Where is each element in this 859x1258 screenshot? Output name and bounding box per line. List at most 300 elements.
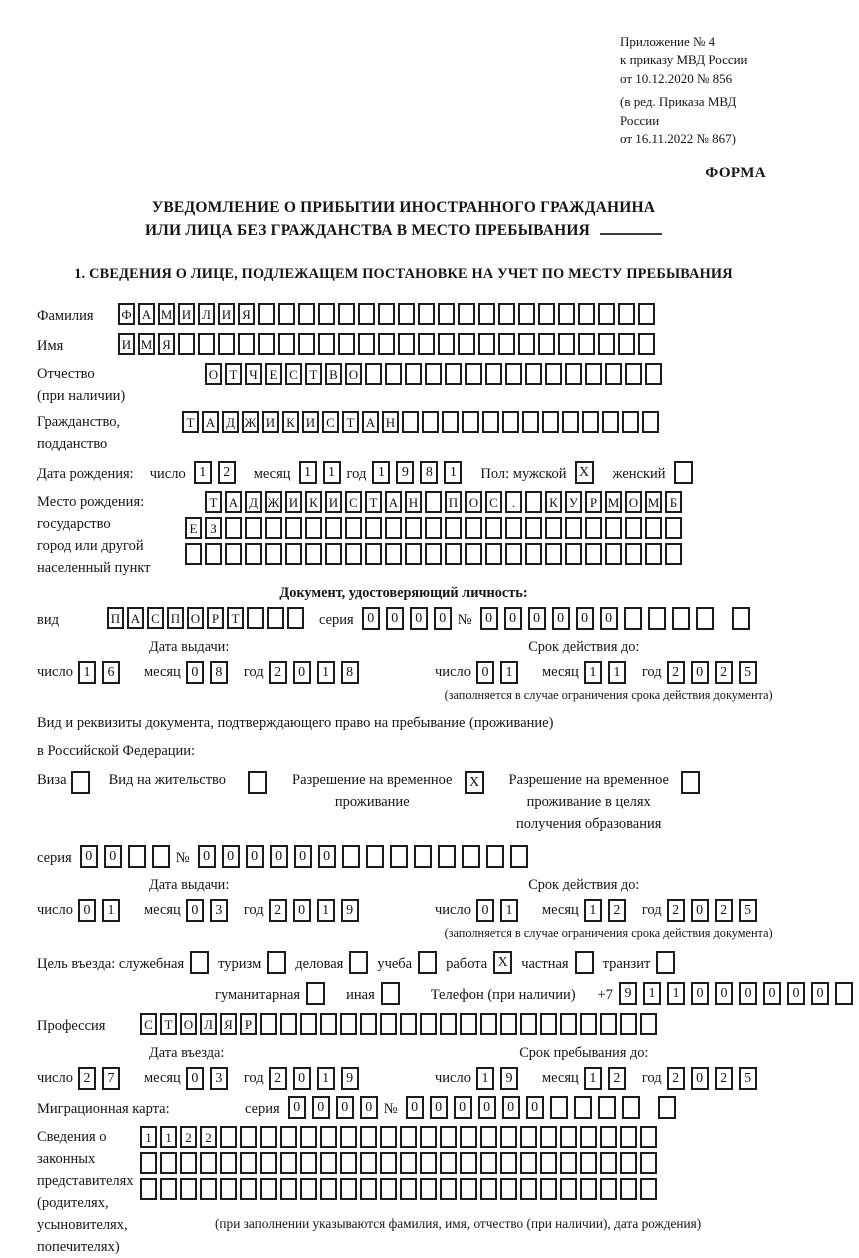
cell[interactable]: К <box>282 411 299 433</box>
cell[interactable] <box>358 303 375 325</box>
cell[interactable]: Е <box>265 363 282 385</box>
residence-permit-checkbox[interactable] <box>248 771 270 794</box>
cell[interactable] <box>502 411 519 433</box>
cell[interactable]: 0 <box>246 845 264 868</box>
cell[interactable]: Т <box>305 363 322 385</box>
cell[interactable] <box>600 1152 617 1174</box>
cell[interactable] <box>422 411 439 433</box>
cell[interactable] <box>200 1178 217 1200</box>
cell[interactable]: 0 <box>186 661 204 684</box>
cell[interactable]: Т <box>205 491 222 513</box>
cell[interactable]: Ж <box>242 411 259 433</box>
cell[interactable] <box>267 607 284 629</box>
cell[interactable]: 1 <box>476 1067 494 1090</box>
cell[interactable]: О <box>345 363 362 385</box>
cell[interactable] <box>620 1178 637 1200</box>
cell[interactable]: А <box>138 303 155 325</box>
cell[interactable] <box>300 1152 317 1174</box>
doc-type-input[interactable] <box>107 607 307 629</box>
cell[interactable] <box>638 333 655 355</box>
entry-day-input[interactable] <box>78 1067 126 1090</box>
cell[interactable] <box>485 363 502 385</box>
cell[interactable]: 1 <box>299 461 317 484</box>
cell[interactable]: Р <box>585 491 602 513</box>
cell[interactable] <box>482 411 499 433</box>
cell[interactable] <box>160 1152 177 1174</box>
cell[interactable] <box>500 1013 517 1035</box>
purpose-official-checkbox[interactable] <box>190 951 212 974</box>
cell[interactable] <box>625 363 642 385</box>
cell[interactable]: Н <box>382 411 399 433</box>
cell[interactable]: И <box>302 411 319 433</box>
cell[interactable] <box>598 303 615 325</box>
cell[interactable] <box>575 951 594 974</box>
cell[interactable] <box>185 543 202 565</box>
cell[interactable]: 0 <box>476 661 494 684</box>
purpose-other-checkbox[interactable] <box>381 982 403 1005</box>
cell[interactable] <box>425 543 442 565</box>
cell[interactable] <box>525 543 542 565</box>
doc-issue-year-input[interactable] <box>269 661 365 684</box>
cell[interactable] <box>180 1152 197 1174</box>
cell[interactable]: И <box>262 411 279 433</box>
cell[interactable]: 1 <box>500 899 518 922</box>
birth-year-input[interactable] <box>372 461 468 484</box>
cell[interactable] <box>505 517 522 539</box>
cell[interactable]: 0 <box>476 899 494 922</box>
cell[interactable] <box>360 1126 377 1148</box>
cell[interactable] <box>645 517 662 539</box>
cell[interactable]: 0 <box>787 982 805 1005</box>
cell[interactable] <box>602 411 619 433</box>
cell[interactable]: П <box>107 607 124 629</box>
cell[interactable] <box>280 1152 297 1174</box>
cell[interactable]: 0 <box>454 1096 472 1119</box>
cell[interactable]: 0 <box>502 1096 520 1119</box>
purpose-study-checkbox[interactable] <box>418 951 440 974</box>
cell[interactable]: 1 <box>317 899 335 922</box>
cell[interactable] <box>545 363 562 385</box>
cell[interactable] <box>420 1126 437 1148</box>
cell[interactable] <box>565 517 582 539</box>
cell[interactable] <box>580 1152 597 1174</box>
cell[interactable] <box>480 1178 497 1200</box>
cell[interactable]: 3 <box>210 899 228 922</box>
migcard-series-input[interactable] <box>288 1096 384 1119</box>
cell[interactable] <box>385 543 402 565</box>
entry-month-input[interactable] <box>186 1067 234 1090</box>
cell[interactable] <box>220 1126 237 1148</box>
cell[interactable] <box>605 363 622 385</box>
cell[interactable] <box>338 333 355 355</box>
cell[interactable] <box>505 543 522 565</box>
cell[interactable] <box>285 543 302 565</box>
cell[interactable]: 0 <box>362 607 380 630</box>
cell[interactable]: 2 <box>218 461 236 484</box>
purpose-work-checkbox[interactable] <box>493 951 515 974</box>
cell[interactable] <box>580 1178 597 1200</box>
cell[interactable] <box>390 845 408 868</box>
cell[interactable] <box>160 1178 177 1200</box>
cell[interactable] <box>245 543 262 565</box>
cell[interactable] <box>498 303 515 325</box>
cell[interactable] <box>378 333 395 355</box>
cell[interactable]: Я <box>238 303 255 325</box>
cell[interactable] <box>280 1013 297 1035</box>
cell[interactable] <box>545 543 562 565</box>
cell[interactable]: 1 <box>584 899 602 922</box>
cell[interactable] <box>510 845 528 868</box>
cell[interactable]: 9 <box>341 1067 359 1090</box>
cell[interactable]: 2 <box>269 1067 287 1090</box>
cell[interactable]: 2 <box>715 1067 733 1090</box>
migcard-number-extra-input[interactable] <box>658 1096 682 1119</box>
cell[interactable] <box>265 517 282 539</box>
purpose-humanitarian-checkbox[interactable] <box>306 982 328 1005</box>
cell[interactable]: 2 <box>667 1067 685 1090</box>
cell[interactable] <box>518 333 535 355</box>
cell[interactable]: 0 <box>434 607 452 630</box>
cell[interactable]: 8 <box>420 461 438 484</box>
cell[interactable] <box>440 1178 457 1200</box>
cell[interactable]: 0 <box>480 607 498 630</box>
cell[interactable] <box>598 1096 616 1119</box>
permit-expiry-month-input[interactable] <box>584 899 632 922</box>
cell[interactable] <box>485 543 502 565</box>
cell[interactable] <box>560 1178 577 1200</box>
cell[interactable] <box>460 1178 477 1200</box>
cell[interactable]: 9 <box>396 461 414 484</box>
cell[interactable] <box>580 1013 597 1035</box>
cell[interactable]: В <box>325 363 342 385</box>
cell[interactable] <box>365 543 382 565</box>
cell[interactable]: 1 <box>323 461 341 484</box>
name-input[interactable] <box>118 333 658 355</box>
cell[interactable]: 0 <box>691 982 709 1005</box>
cell[interactable] <box>198 333 215 355</box>
cell[interactable] <box>624 607 642 630</box>
cell[interactable] <box>220 1178 237 1200</box>
cell[interactable] <box>440 1152 457 1174</box>
cell[interactable] <box>498 333 515 355</box>
cell[interactable] <box>200 1152 217 1174</box>
representatives-input-line2[interactable] <box>140 1152 701 1174</box>
cell[interactable]: 0 <box>528 607 546 630</box>
cell[interactable] <box>665 517 682 539</box>
cell[interactable]: 0 <box>715 982 733 1005</box>
cell[interactable]: Я <box>158 333 175 355</box>
cell[interactable] <box>240 1152 257 1174</box>
cell[interactable]: 5 <box>739 661 757 684</box>
cell[interactable]: Р <box>240 1013 257 1035</box>
cell[interactable]: Т <box>225 363 242 385</box>
cell[interactable]: 2 <box>269 661 287 684</box>
citizenship-input[interactable] <box>182 411 662 433</box>
cell[interactable] <box>280 1178 297 1200</box>
cell[interactable] <box>380 1126 397 1148</box>
entry-year-input[interactable] <box>269 1067 365 1090</box>
cell[interactable]: 9 <box>341 899 359 922</box>
cell[interactable] <box>358 333 375 355</box>
cell[interactable] <box>681 771 700 794</box>
cell[interactable] <box>620 1013 637 1035</box>
cell[interactable] <box>462 845 480 868</box>
cell[interactable] <box>425 517 442 539</box>
cell[interactable]: Ф <box>118 303 135 325</box>
cell[interactable] <box>445 543 462 565</box>
cell[interactable] <box>305 543 322 565</box>
cell[interactable] <box>600 1178 617 1200</box>
cell[interactable] <box>418 303 435 325</box>
cell[interactable]: М <box>645 491 662 513</box>
cell[interactable]: А <box>202 411 219 433</box>
cell[interactable]: 8 <box>341 661 359 684</box>
cell[interactable]: А <box>362 411 379 433</box>
cell[interactable] <box>400 1126 417 1148</box>
cell[interactable] <box>462 411 479 433</box>
permit-series-input[interactable] <box>80 845 176 868</box>
cell[interactable] <box>300 1178 317 1200</box>
cell[interactable] <box>540 1178 557 1200</box>
cell[interactable] <box>420 1178 437 1200</box>
cell[interactable]: 2 <box>667 899 685 922</box>
cell[interactable] <box>225 543 242 565</box>
cell[interactable] <box>665 543 682 565</box>
cell[interactable]: 2 <box>667 661 685 684</box>
cell[interactable] <box>520 1178 537 1200</box>
cell[interactable]: 0 <box>294 845 312 868</box>
cell[interactable] <box>420 1152 437 1174</box>
cell[interactable] <box>190 951 209 974</box>
cell[interactable] <box>405 543 422 565</box>
cell[interactable] <box>385 363 402 385</box>
cell[interactable]: 2 <box>715 899 733 922</box>
cell[interactable] <box>540 1152 557 1174</box>
cell[interactable]: 9 <box>619 982 637 1005</box>
cell[interactable]: 0 <box>78 899 96 922</box>
cell[interactable] <box>640 1126 657 1148</box>
doc-issue-month-input[interactable] <box>186 661 234 684</box>
purpose-private-checkbox[interactable] <box>575 951 597 974</box>
cell[interactable] <box>400 1013 417 1035</box>
cell[interactable] <box>598 333 615 355</box>
cell[interactable]: Н <box>405 491 422 513</box>
cell[interactable]: X <box>575 461 594 484</box>
cell[interactable] <box>578 333 595 355</box>
cell[interactable] <box>260 1126 277 1148</box>
cell[interactable]: 2 <box>78 1067 96 1090</box>
cell[interactable]: 2 <box>200 1126 217 1148</box>
cell[interactable] <box>438 303 455 325</box>
cell[interactable] <box>658 1096 676 1119</box>
cell[interactable] <box>580 1126 597 1148</box>
cell[interactable] <box>381 982 400 1005</box>
cell[interactable] <box>240 1178 257 1200</box>
cell[interactable] <box>438 845 456 868</box>
permit-number-input[interactable] <box>198 845 534 868</box>
cell[interactable]: 0 <box>691 1067 709 1090</box>
cell[interactable]: 0 <box>288 1096 306 1119</box>
permit-issue-month-input[interactable] <box>186 899 234 922</box>
cell[interactable] <box>205 543 222 565</box>
cell[interactable] <box>140 1178 157 1200</box>
cell[interactable] <box>558 303 575 325</box>
cell[interactable] <box>478 333 495 355</box>
cell[interactable] <box>500 1126 517 1148</box>
cell[interactable] <box>349 951 368 974</box>
cell[interactable] <box>398 333 415 355</box>
cell[interactable] <box>525 491 542 513</box>
cell[interactable] <box>460 1013 477 1035</box>
cell[interactable] <box>318 303 335 325</box>
cell[interactable] <box>267 951 286 974</box>
stay-day-input[interactable] <box>476 1067 524 1090</box>
cell[interactable] <box>525 517 542 539</box>
cell[interactable] <box>418 333 435 355</box>
cell[interactable]: И <box>118 333 135 355</box>
cell[interactable] <box>260 1178 277 1200</box>
cell[interactable]: Я <box>220 1013 237 1035</box>
cell[interactable]: О <box>625 491 642 513</box>
cell[interactable]: 0 <box>739 982 757 1005</box>
cell[interactable] <box>565 363 582 385</box>
cell[interactable] <box>638 303 655 325</box>
cell[interactable] <box>645 543 662 565</box>
cell[interactable] <box>465 363 482 385</box>
cell[interactable]: С <box>345 491 362 513</box>
cell[interactable]: Т <box>227 607 244 629</box>
cell[interactable] <box>605 543 622 565</box>
birth-month-input[interactable] <box>299 461 347 484</box>
cell[interactable] <box>445 363 462 385</box>
cell[interactable]: 0 <box>222 845 240 868</box>
cell[interactable]: 5 <box>739 1067 757 1090</box>
cell[interactable] <box>405 517 422 539</box>
cell[interactable] <box>458 303 475 325</box>
cell[interactable] <box>500 1178 517 1200</box>
cell[interactable] <box>445 517 462 539</box>
cell[interactable] <box>278 303 295 325</box>
cell[interactable] <box>440 1126 457 1148</box>
cell[interactable]: 1 <box>317 661 335 684</box>
cell[interactable] <box>560 1126 577 1148</box>
cell[interactable]: М <box>138 333 155 355</box>
cell[interactable] <box>340 1152 357 1174</box>
cell[interactable] <box>520 1152 537 1174</box>
cell[interactable] <box>542 411 559 433</box>
cell[interactable] <box>578 303 595 325</box>
cell[interactable] <box>360 1013 377 1035</box>
doc-number-extra-input[interactable] <box>732 607 756 630</box>
cell[interactable]: 1 <box>643 982 661 1005</box>
cell[interactable] <box>458 333 475 355</box>
cell[interactable] <box>560 1152 577 1174</box>
cell[interactable] <box>342 845 360 868</box>
stay-month-input[interactable] <box>584 1067 632 1090</box>
cell[interactable] <box>674 461 693 484</box>
doc-series-input[interactable] <box>362 607 458 630</box>
cell[interactable] <box>625 517 642 539</box>
cell[interactable] <box>460 1126 477 1148</box>
cell[interactable]: Е <box>185 517 202 539</box>
cell[interactable] <box>260 1013 277 1035</box>
cell[interactable]: X <box>493 951 512 974</box>
cell[interactable] <box>247 607 264 629</box>
cell[interactable] <box>360 1152 377 1174</box>
cell[interactable] <box>518 303 535 325</box>
cell[interactable]: С <box>147 607 164 629</box>
cell[interactable] <box>540 1126 557 1148</box>
cell[interactable] <box>258 303 275 325</box>
cell[interactable] <box>520 1013 537 1035</box>
cell[interactable] <box>585 517 602 539</box>
cell[interactable]: 3 <box>210 1067 228 1090</box>
cell[interactable]: 1 <box>584 1067 602 1090</box>
cell[interactable]: 6 <box>102 661 120 684</box>
cell[interactable] <box>618 333 635 355</box>
cell[interactable]: П <box>167 607 184 629</box>
cell[interactable]: 0 <box>691 899 709 922</box>
cell[interactable] <box>420 1013 437 1035</box>
cell[interactable]: 1 <box>584 661 602 684</box>
cell[interactable]: С <box>285 363 302 385</box>
cell[interactable] <box>285 517 302 539</box>
cell[interactable]: П <box>445 491 462 513</box>
cell[interactable]: М <box>158 303 175 325</box>
cell[interactable]: 1 <box>194 461 212 484</box>
cell[interactable] <box>500 1152 517 1174</box>
cell[interactable] <box>574 1096 592 1119</box>
surname-input[interactable] <box>118 303 658 325</box>
cell[interactable]: 0 <box>811 982 829 1005</box>
cell[interactable]: 0 <box>318 845 336 868</box>
cell[interactable] <box>258 333 275 355</box>
cell[interactable]: Т <box>182 411 199 433</box>
cell[interactable] <box>300 1126 317 1148</box>
cell[interactable]: 0 <box>293 1067 311 1090</box>
cell[interactable]: 1 <box>608 661 626 684</box>
cell[interactable] <box>520 1126 537 1148</box>
cell[interactable]: 0 <box>691 661 709 684</box>
cell[interactable]: 0 <box>552 607 570 630</box>
temp-residence-checkbox[interactable] <box>465 771 487 794</box>
cell[interactable]: 9 <box>500 1067 518 1090</box>
cell[interactable] <box>225 517 242 539</box>
cell[interactable] <box>380 1178 397 1200</box>
cell[interactable]: Ж <box>265 491 282 513</box>
cell[interactable] <box>540 1013 557 1035</box>
birthplace-input-line1[interactable] <box>205 491 685 513</box>
cell[interactable]: 1 <box>140 1126 157 1148</box>
cell[interactable]: 0 <box>80 845 98 868</box>
cell[interactable]: Р <box>207 607 224 629</box>
cell[interactable] <box>320 1013 337 1035</box>
cell[interactable] <box>625 543 642 565</box>
cell[interactable]: А <box>385 491 402 513</box>
cell[interactable] <box>298 303 315 325</box>
cell[interactable] <box>550 1096 568 1119</box>
cell[interactable]: Л <box>200 1013 217 1035</box>
cell[interactable]: 0 <box>410 607 428 630</box>
cell[interactable] <box>620 1126 637 1148</box>
cell[interactable] <box>400 1152 417 1174</box>
visa-checkbox[interactable] <box>71 771 93 794</box>
cell[interactable] <box>562 411 579 433</box>
cell[interactable] <box>438 333 455 355</box>
cell[interactable] <box>320 1152 337 1174</box>
phone-input[interactable] <box>619 982 859 1005</box>
cell[interactable] <box>260 1152 277 1174</box>
